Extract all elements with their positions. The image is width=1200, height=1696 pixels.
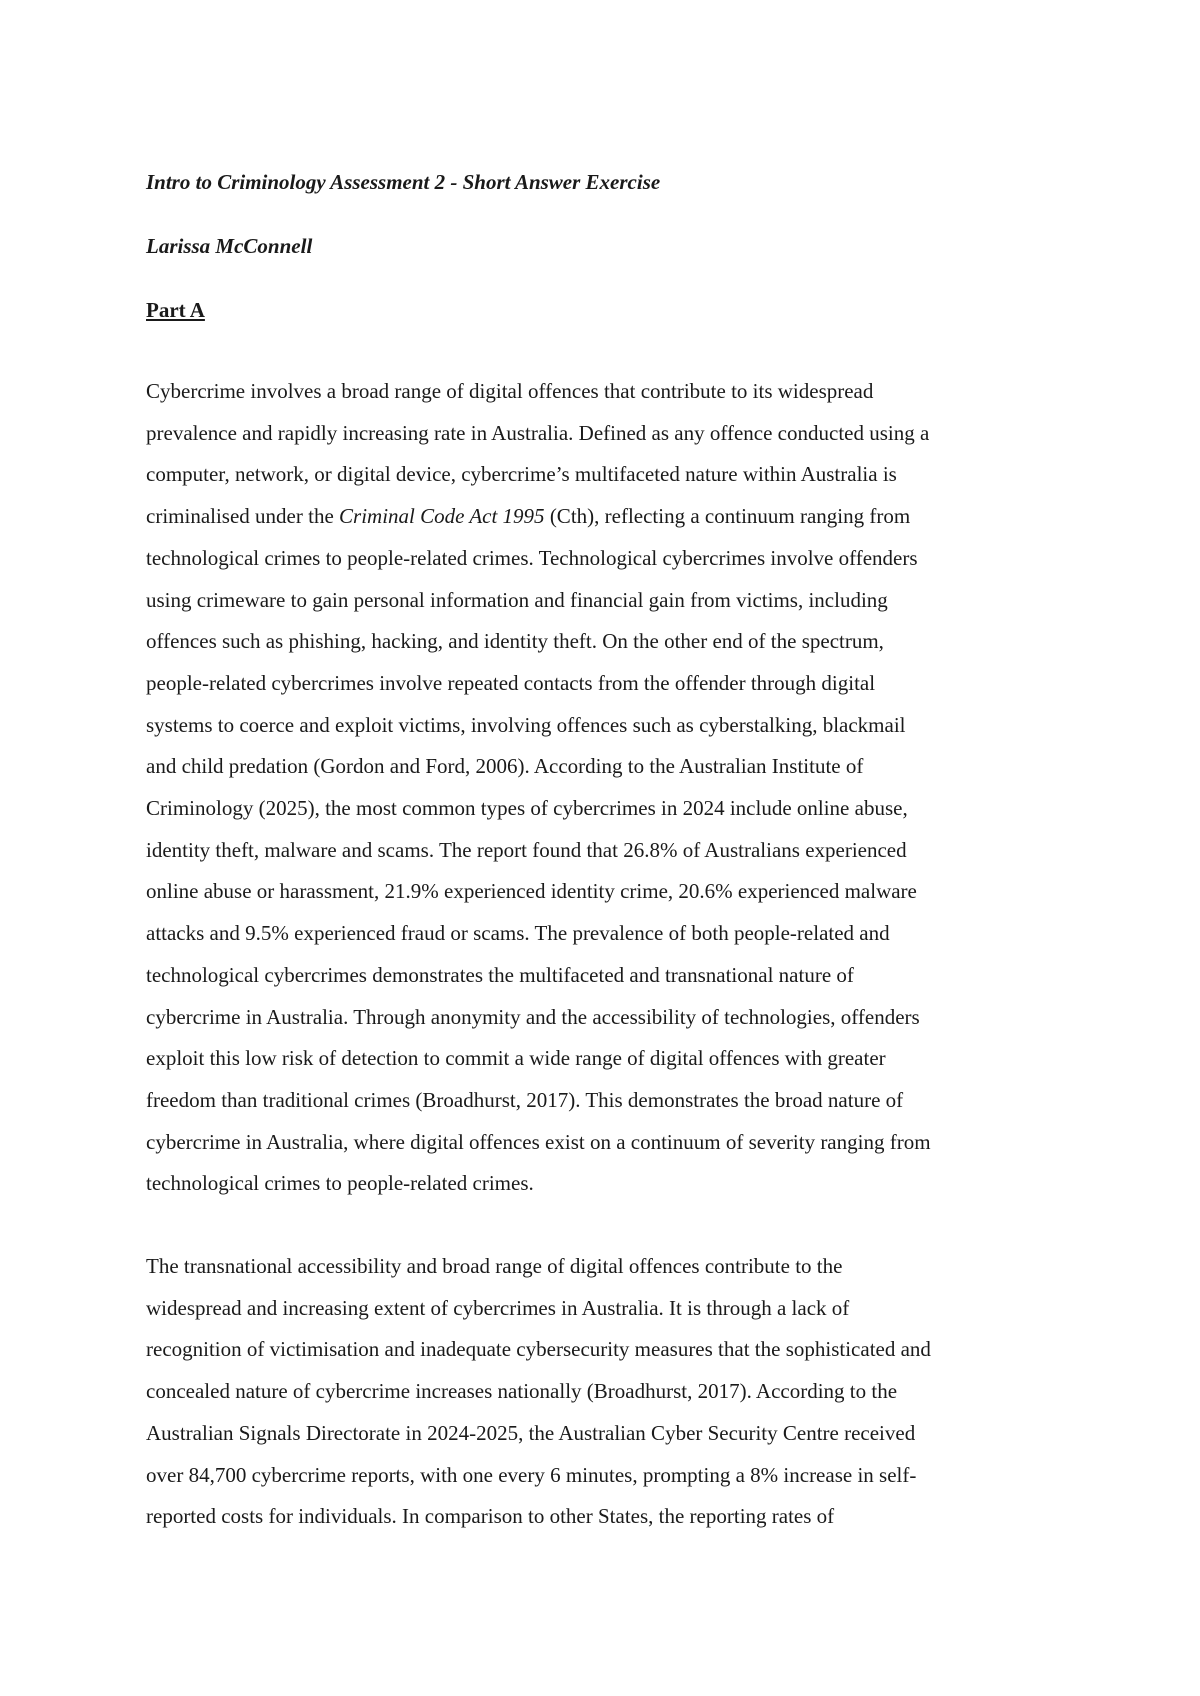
document-body — [146, 168, 1066, 1538]
author-name: Larissa McConnell — [146, 234, 313, 258]
paragraph-line: technological crimes to people-related crimes. — [146, 1171, 534, 1196]
paragraph-line: attacks and 9.5% experienced fraud or scams. The prevalence of both people-related and — [146, 921, 890, 946]
legislation-title: Criminal Code Act 1995 — [339, 504, 545, 529]
paragraph-line: identity theft, malware and scams. The report found that 26.8% of Australians experienced — [146, 837, 907, 862]
paragraph-line: The transnational accessibility and broad range of digital offences contribute to the — [146, 1254, 843, 1279]
section-heading-part-a: Part A — [146, 298, 205, 322]
paragraph-text: (Cth), reflecting a continuum ranging from — [544, 504, 911, 529]
paragraph-line: cybercrime in Australia. Through anonymity and the accessibility of technologies, offenders — [146, 1004, 920, 1029]
paragraph-2 — [146, 1246, 1066, 1538]
paragraph-line: concealed nature of cybercrime increases nationally (Broadhurst, 2017). According to the — [146, 1379, 898, 1404]
paragraph-line: using crimeware to gain personal information and financial gain from victims, including — [146, 587, 888, 612]
paragraph-line: offences such as phishing, hacking, and identity theft. On the other end of the spectrum, — [146, 629, 884, 654]
paragraph-line: exploit this low risk of detection to commit a wide range of digital offences with greater — [146, 1046, 886, 1071]
paragraph-line: technological cybercrimes demonstrates the multifaceted and transnational nature of — [146, 962, 854, 987]
paragraph-line: technological crimes to people-related crimes. Technological cybercrimes involve offenders — [146, 545, 918, 570]
paragraph-line: and child predation (Gordon and Ford, 2006). According to the Australian Institute of — [146, 754, 864, 779]
paragraph-line: reported costs for individuals. In comparison to other States, the reporting rates of — [146, 1504, 835, 1529]
paragraph-line: online abuse or harassment, 21.9% experienced identity crime, 20.6% experienced malware — [146, 879, 917, 904]
paragraph-line: prevalence and rapidly increasing rate in Australia. Defined as any offence conducted using a — [146, 420, 930, 445]
paragraph-line — [146, 496, 1066, 538]
paragraph-line: cybercrime in Australia, where digital offences exist on a continuum of severity ranging from — [146, 1129, 931, 1154]
paragraph-line: Criminology (2025), the most common types of cybercrimes in 2024 include online abuse, — [146, 796, 908, 821]
paragraph-line: people-related cybercrimes involve repeated contacts from the offender through digital — [146, 670, 876, 695]
paragraph-line: over 84,700 cybercrime reports, with one every 6 minutes, prompting a 8% increase in self- — [146, 1462, 917, 1487]
paragraph-line: systems to coerce and exploit victims, involving offences such as cyberstalking, blackmail — [146, 712, 906, 737]
paragraph-line: freedom than traditional crimes (Broadhurst, 2017). This demonstrates the broad nature of — [146, 1087, 904, 1112]
paragraph-line: Australian Signals Directorate in 2024-2025, the Australian Cyber Security Centre received — [146, 1420, 916, 1445]
paragraph-text: criminalised under the — [146, 504, 340, 529]
paragraph-line: widespread and increasing extent of cybercrimes in Australia. It is through a lack of — [146, 1295, 850, 1320]
paragraph-line: Cybercrime involves a broad range of digital offences that contribute to its widespread — [146, 379, 874, 403]
paragraph-line: computer, network, or digital device, cybercrime’s multifaceted nature within Australia is — [146, 462, 897, 487]
paragraph-line: recognition of victimisation and inadequate cybersecurity measures that the sophisticated and — [146, 1337, 931, 1362]
document-title: Intro to Criminology Assessment 2 - Short Answer Exercise — [146, 170, 661, 194]
paragraph-1 — [146, 371, 1066, 1205]
